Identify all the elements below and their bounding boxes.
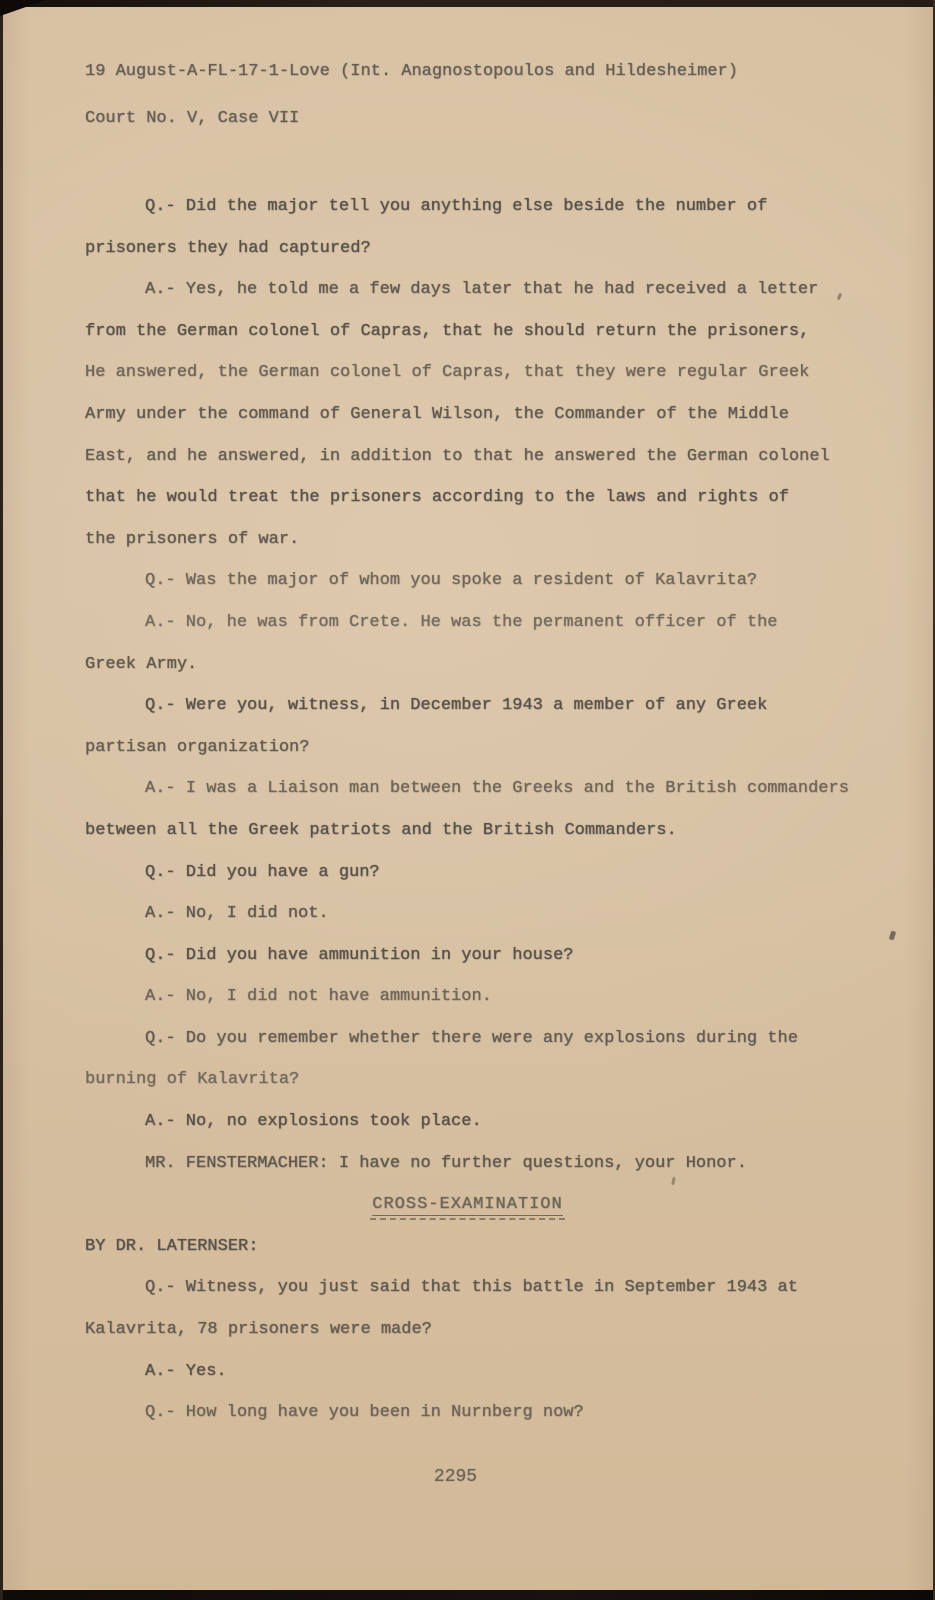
transcript-line: Q.- Did the major tell you anything else beside the number of <box>145 197 768 216</box>
header-line-2: Court No. V, Case VII <box>85 109 300 128</box>
transcript-line: burning of Kalavrita? <box>85 1070 300 1090</box>
transcript-line: Kalavrita, 78 prisoners were made? <box>85 1320 432 1340</box>
transcript-line: Q.- Witness, you just said that this battle in September 1943 at <box>145 1278 798 1298</box>
scan-edge-top <box>0 0 935 7</box>
transcript-line: partisan organization? <box>85 737 310 757</box>
transcript-line: A.- No, I did not. <box>145 904 329 924</box>
transcript-line: A.- No, he was from Crete. He was the permanent officer of the <box>145 612 778 632</box>
transcript-line: from the German colonel of Capras, that he should return the prisoners, <box>85 321 810 341</box>
header-line-1: 19 August-A-FL-17-1-Love (Int. Anagnostopoulos and Hildesheimer) <box>85 62 738 81</box>
document-header <box>85 48 850 142</box>
transcript-line: Q.- Did you have ammunition in your house? <box>145 945 574 965</box>
transcript-line: East, and he answered, in addition to that he answered the German colonel <box>85 446 830 466</box>
transcript-line: A.- No, no explosions took place. <box>145 1112 482 1132</box>
transcript-line: between all the Greek patriots and the British Commanders. <box>85 820 677 840</box>
transcript-line: A.- Yes. <box>145 1361 227 1381</box>
scan-corner-top-left <box>0 0 46 16</box>
page-number: 2295 <box>433 1466 478 1487</box>
transcript-line: Q.- Did you have a gun? <box>145 862 380 882</box>
transcript-line: Q.- Were you, witness, in December 1943 a member of any Greek <box>145 696 768 716</box>
transcript-line: MR. FENSTERMACHER: I have no further questions, your Honor. <box>145 1153 747 1173</box>
transcript-line: Greek Army. <box>85 654 198 674</box>
transcript-line: Q.- Do you remember whether there were any explosions during the <box>145 1028 798 1048</box>
transcript-line: the prisoners of war. <box>85 529 300 549</box>
transcript-line: A.- No, I did not have ammunition. <box>145 987 492 1007</box>
scan-edge-bottom <box>0 1590 935 1600</box>
transcript-line: Army under the command of General Wilson, the Commander of the Middle <box>85 404 789 424</box>
transcript-line: that he would treat the prisoners according to the laws and rights of <box>85 488 789 508</box>
transcript-line: A.- I was a Liaison man between the Greeks and the British commanders <box>145 779 849 799</box>
transcript-content <box>85 48 850 1498</box>
transcript-line: prisoners they had captured? <box>85 238 371 258</box>
section-heading: CROSS-EXAMINATION <box>372 1195 563 1215</box>
transcript-line: He answered, the German colonel of Capras, that they were regular Greek <box>85 363 810 383</box>
transcript-line: Q.- How long have you been in Nurnberg now? <box>145 1403 584 1423</box>
scan-edge-left <box>0 0 3 1600</box>
transcript-line: BY DR. LATERNSER: <box>85 1236 259 1256</box>
scan-speck <box>889 930 897 940</box>
transcript-body <box>85 186 850 1434</box>
transcript-line <box>85 1184 850 1226</box>
transcript-line: Q.- Was the major of whom you spoke a resident of Kalavrita? <box>145 571 758 591</box>
transcript-line: A.- Yes, he told me a few days later that he had received a letter <box>145 280 819 300</box>
